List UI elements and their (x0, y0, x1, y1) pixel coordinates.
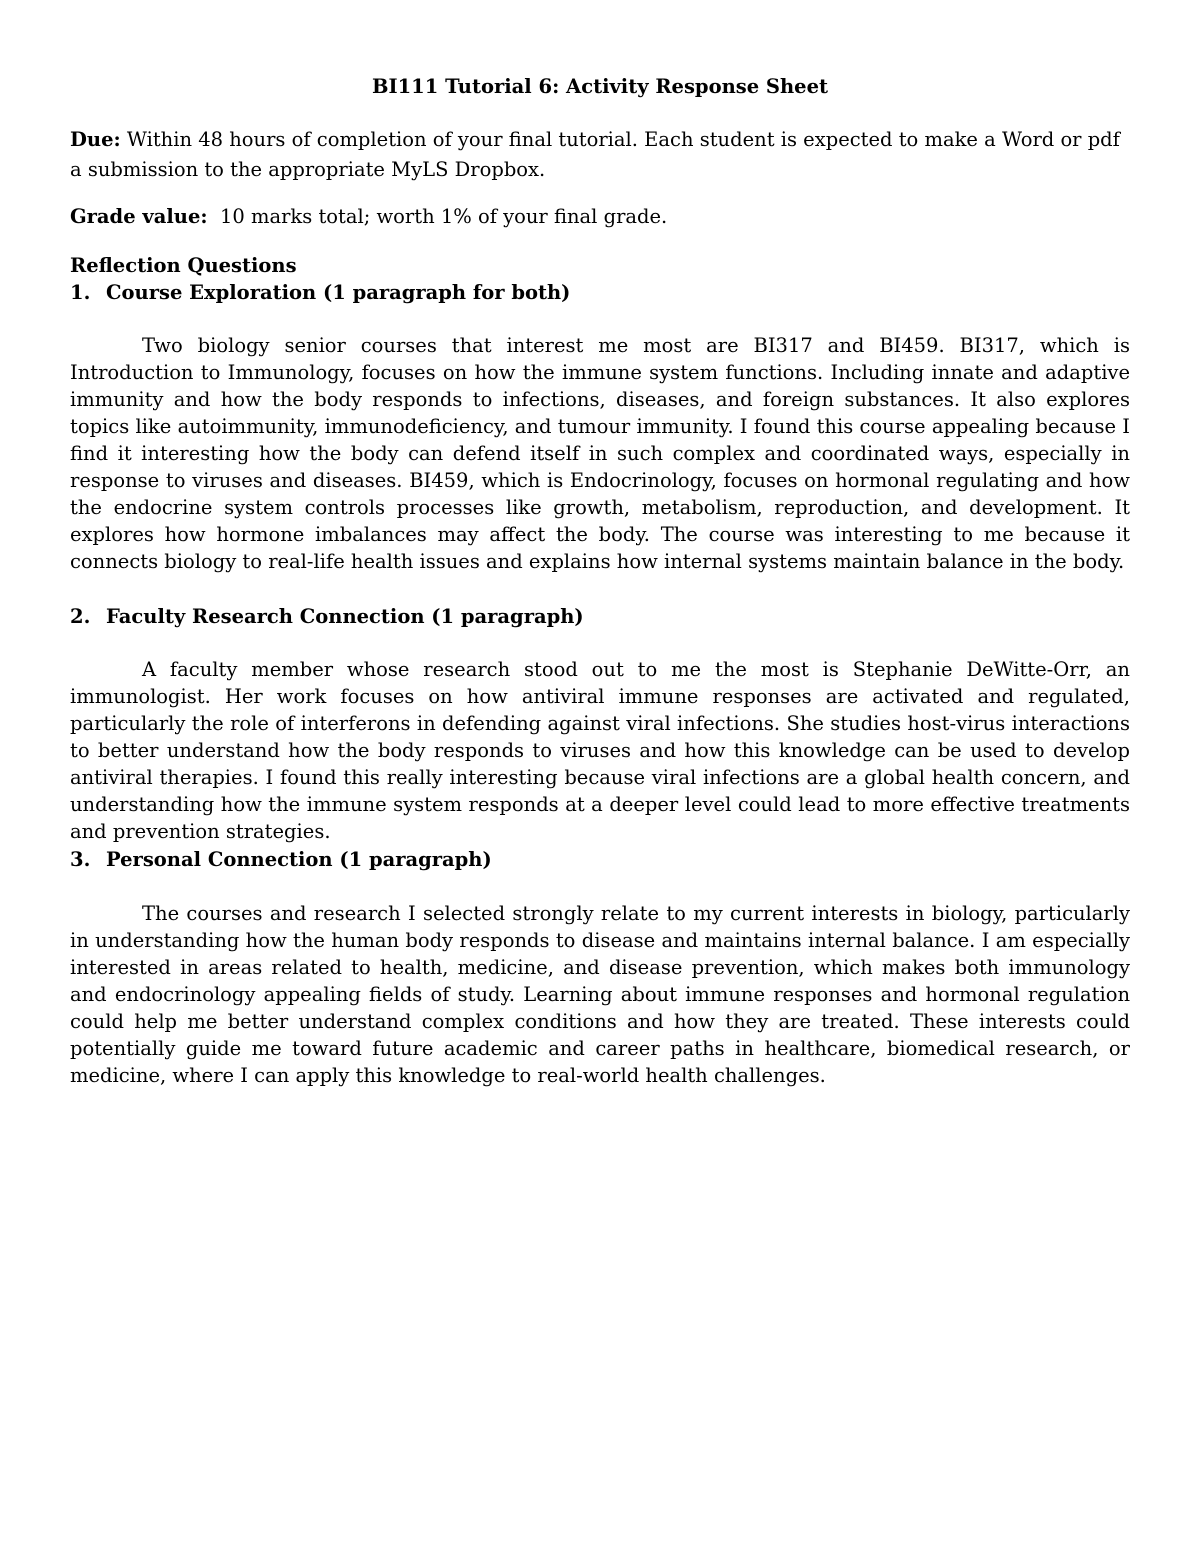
question-1-title: Course Exploration (1 paragraph for both) (106, 281, 571, 304)
due-line (70, 125, 1130, 185)
question-2-answer: A faculty member whose research stood out to me the most is Stephanie DeWitte-Orr, an immunologist. Her work focuses on how antiviral immune responses are activated and regulated, particularly the role of interferons in defending against viral infections. She studies host-virus interactions to better understand how the body responds to viruses and how this knowledge can be used to develop antiviral therapies. I found this really interesting because viral infections are a global health concern, and understanding how the immune system responds at a deeper level could lead to more effective treatments and prevention strategies. (70, 658, 1130, 843)
question-1-answer: Two biology senior courses that interest me most are BI317 and BI459. BI317, which is Introduction to Immunology, focuses on how the immune system functions. Including innate and adaptive immunity and how the body responds to infections, diseases, and foreign substances. It also explores topics like autoimmunity, immunodeficiency, and tumour immunity. I found this course appealing because I find it interesting how the body can defend itself in such complex and coordinated ways, especially in response to viruses and diseases. BI459, which is Endocrinology, focuses on hormonal regulating and how the endocrine system controls processes like growth, metabolism, reproduction, and development. It explores how hormone imbalances may affect the body. The course was interesting to me because it connects biology to real-life health issues and explains how internal systems maintain balance in the body. (70, 334, 1130, 573)
question-1-number: 1. (70, 281, 91, 304)
grade-text: 10 marks total; worth 1% of your final grade. (219, 205, 668, 228)
question-2-heading (70, 603, 1130, 630)
grade-label: Grade value: (70, 205, 208, 228)
document-title: BI111 Tutorial 6: Activity Response Sheet (371, 75, 829, 98)
grade-line (70, 202, 1130, 232)
due-label: Due: (70, 128, 121, 151)
question-2-title: Faculty Research Connection (1 paragraph) (106, 605, 584, 628)
question-3-title: Personal Connection (1 paragraph) (106, 848, 492, 871)
question-3-number: 3. (70, 848, 91, 871)
question-3-heading (70, 846, 1130, 873)
question-1-heading (70, 279, 1130, 306)
reflection-heading: Reflection Questions (70, 254, 297, 277)
question-3-answer: The courses and research I selected strongly relate to my current interests in biology, particularly in understanding how the human body responds to disease and maintains internal balance. I am especially interested in areas related to health, medicine, and disease prevention, which makes both immunology and endocrinology appealing fields of study. Learning about immune responses and hormonal regulation could help me better understand complex conditions and how they are treated. These interests could potentially guide me toward future academic and career paths in healthcare, biomedical research, or medicine, where I can apply this knowledge to real-world health challenges. (70, 902, 1130, 1087)
due-text: Within 48 hours of completion of your final tutorial. Each student is expected to make a Word or pdf a submission to the appropriate MyLS Dropbox. (70, 128, 1120, 181)
question-2-number: 2. (70, 605, 91, 628)
